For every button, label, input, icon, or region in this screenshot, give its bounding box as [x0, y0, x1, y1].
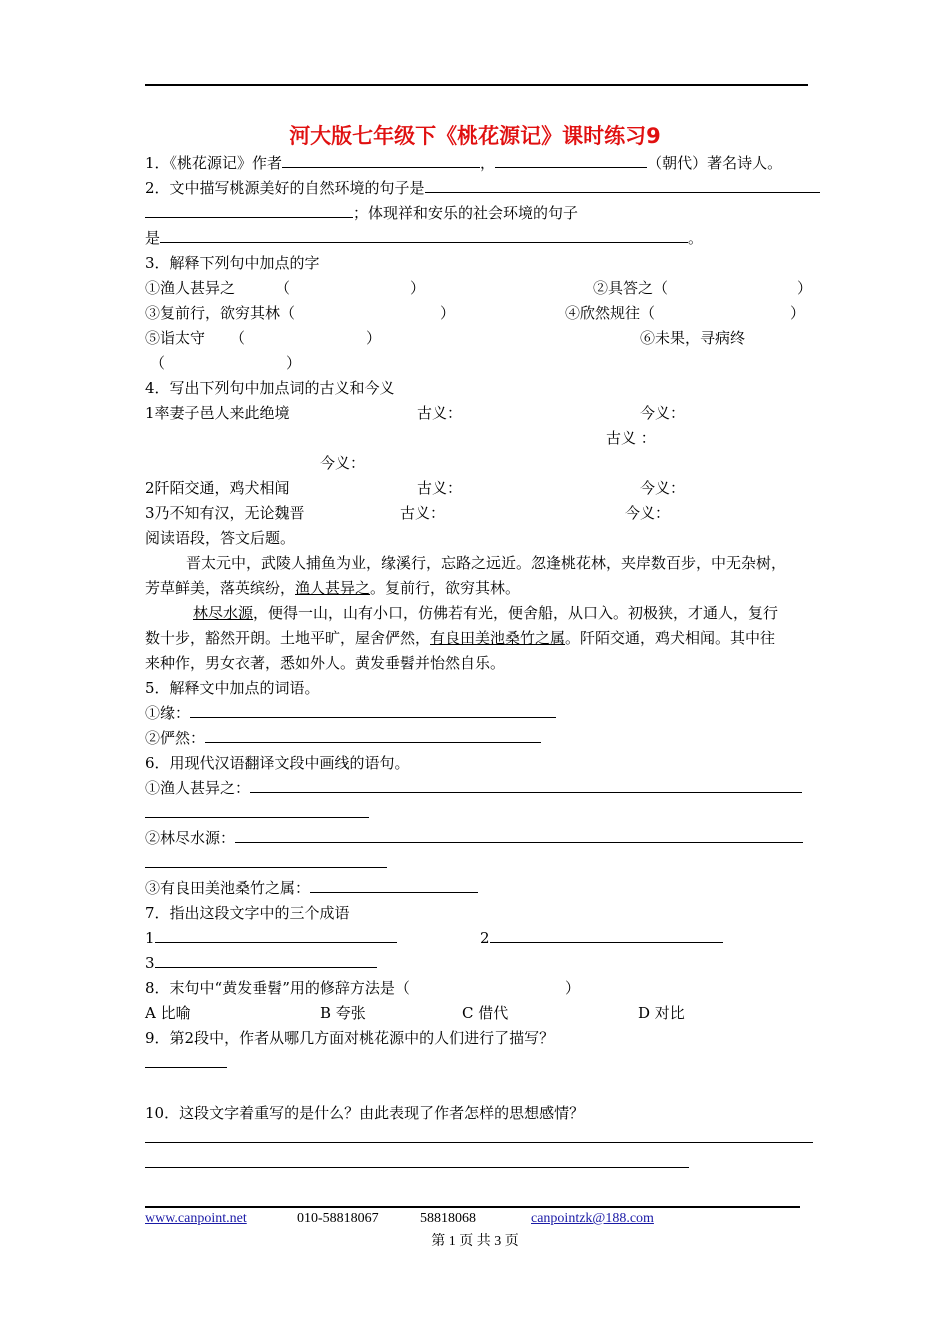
answer-blank[interactable]: [495, 153, 647, 168]
q4-jin-label: 今义：: [640, 479, 686, 497]
q4-gu-label: 古义：: [400, 504, 446, 522]
passage-p2-line2: 数十步，豁然开朗。土地平旷，屋舍俨然，有良田美池桑竹之属。阡陌交通，鸡犬相闻。其中往: [145, 629, 776, 647]
underlined-sentence: 林尽水源: [193, 604, 254, 622]
footer-phone-1: 010-58818067: [297, 1211, 379, 1226]
q4-jin-label: 今义：: [625, 504, 671, 522]
header-rule: [145, 84, 808, 86]
answer-blank[interactable]: [145, 803, 369, 818]
q3-item-5: ⑤诣太守: [145, 329, 206, 347]
q4-gu-label: 古义：: [417, 479, 463, 497]
q3-paren-open: （: [275, 279, 291, 297]
q8-option-c[interactable]: C 借代: [462, 1004, 509, 1022]
question-7-heading: 7．指出这段文字中的三个成语: [145, 904, 350, 922]
q3-paren-open: （: [150, 354, 166, 372]
q3-item-3: ③复前行，欲穷其林（: [145, 304, 296, 322]
reading-intro: 阅读语段，答文后题。: [145, 529, 296, 547]
q8-option-a[interactable]: A 比喻: [145, 1004, 191, 1022]
passage-p1-line1: 晋太元中，武陵人捕鱼为业，缘溪行，忘路之远近。忽逢桃花林，夹岸数百步，中无杂树，: [186, 554, 787, 572]
answer-blank[interactable]: [145, 1153, 689, 1168]
q4-gu-label: 古义：: [417, 404, 463, 422]
footer-rule: [145, 1206, 800, 1208]
q10-answer-line-2: [145, 1153, 689, 1173]
page-number: 第 1 页 共 3 页: [431, 1234, 519, 1249]
q3-paren-close: ）: [797, 279, 813, 297]
q3-item-4: ④欣然规往（: [565, 304, 656, 322]
question-4-heading: 4．写出下列句中加点词的古义和今义: [145, 379, 395, 397]
q3-item-6: ⑥未果，寻病终: [640, 329, 746, 347]
answer-blank[interactable]: [155, 953, 377, 968]
passage-p2-line1: 林尽水源，便得一山，山有小口，仿佛若有光，便舍船，从口入。初极狭，才通人，复行: [193, 604, 779, 622]
answer-blank[interactable]: [155, 928, 397, 943]
footer-phone-2: 58818068: [420, 1211, 476, 1226]
q8-option-d[interactable]: D 对比: [638, 1004, 685, 1022]
answer-blank[interactable]: [235, 828, 803, 843]
question-10-heading: 10．这段文字着重写的是什么？由此表现了作者怎样的思想感情？: [145, 1104, 585, 1122]
passage-p2-line3: 来种作，男女衣著，悉如外人。黄发垂髫并怡然自乐。: [145, 654, 506, 672]
footer-email[interactable]: canpointzk@188.com: [531, 1211, 654, 1226]
question-8-heading: 8．末句中“黄发垂髫”用的修辞方法是（: [145, 979, 410, 997]
q6-item-a: ①渔人甚异之：: [145, 778, 802, 798]
q4-jin-label: 今义：: [640, 404, 686, 422]
question-6-heading: 6．用现代汉语翻译文段中画线的语句。: [145, 754, 410, 772]
q3-item-2: ②具答之（: [593, 279, 669, 297]
q3-paren-close: ）: [790, 304, 806, 322]
q4-jin-label: 今义：: [320, 454, 366, 472]
q3-paren-close: ）: [440, 304, 456, 322]
q4-row-2: 2阡陌交通，鸡犬相闻: [145, 479, 290, 497]
answer-blank[interactable]: [145, 203, 353, 218]
q7-item-1: 1: [145, 928, 397, 948]
question-2-line2: ；体现祥和安乐的社会环境的句子: [145, 203, 578, 223]
q5-item-b: ②俨然：: [145, 728, 541, 748]
q4-row-3: 3乃不知有汉，无论魏晋: [145, 504, 305, 522]
answer-blank[interactable]: [310, 878, 478, 893]
q7-item-2: 2: [480, 928, 723, 948]
answer-blank[interactable]: [282, 153, 480, 168]
q3-paren-close: ）: [410, 279, 426, 297]
answer-blank[interactable]: [250, 778, 802, 793]
q9-answer-line: [145, 1053, 227, 1073]
question-2: 2．文中描写桃源美好的自然环境的句子是: [145, 178, 820, 198]
q6-item-a-line2: [145, 803, 369, 823]
q4-gu-label: 古义 ：: [606, 429, 656, 447]
passage-p1-line2: 芳草鲜美，落英缤纷，渔人甚异之。复前行，欲穷其林。: [145, 579, 521, 597]
q8-option-b[interactable]: B 夸张: [320, 1004, 366, 1022]
answer-blank[interactable]: [425, 178, 820, 193]
underlined-sentence: 有良田美池桑竹之属: [430, 629, 566, 647]
footer-website[interactable]: www.canpoint.net: [145, 1211, 247, 1226]
q5-item-a: ①缘：: [145, 703, 556, 723]
q3-paren-close: ）: [366, 329, 382, 347]
question-9-heading: 9．第2段中，作者从哪几方面对桃花源中的人们进行了描写？: [145, 1029, 555, 1047]
q10-answer-line-1: [145, 1128, 813, 1148]
q8-paren-close: ）: [565, 979, 581, 997]
answer-blank[interactable]: [145, 1053, 227, 1068]
q3-paren-open: （: [230, 329, 246, 347]
page-title: 河大版七年级下《桃花源记》课时练习9: [289, 124, 661, 148]
answer-blank[interactable]: [160, 228, 688, 243]
underlined-sentence: 渔人甚异之: [295, 579, 371, 597]
question-2-line3: 是 。: [145, 229, 704, 247]
answer-blank[interactable]: [145, 1128, 813, 1143]
q6-item-b-line2: [145, 853, 387, 873]
answer-blank[interactable]: [490, 928, 723, 943]
question-3-heading: 3．解释下列句中加点的字: [145, 254, 320, 272]
answer-blank[interactable]: [145, 853, 387, 868]
q3-paren-close: ）: [286, 354, 302, 372]
answer-blank[interactable]: [205, 728, 541, 743]
question-1: 1．《桃花源记》作者 ， （朝代）著名诗人。: [145, 154, 783, 172]
question-5-heading: 5．解释文中加点的词语。: [145, 679, 320, 697]
q7-item-3: 3: [145, 953, 377, 973]
q4-row-1: 1率妻子邑人来此绝境: [145, 404, 290, 422]
q3-item-1: ①渔人甚异之: [145, 279, 236, 297]
q6-item-b: ②林尽水源：: [145, 828, 803, 848]
answer-blank[interactable]: [190, 703, 556, 718]
q6-item-c: ③有良田美池桑竹之属：: [145, 878, 478, 898]
